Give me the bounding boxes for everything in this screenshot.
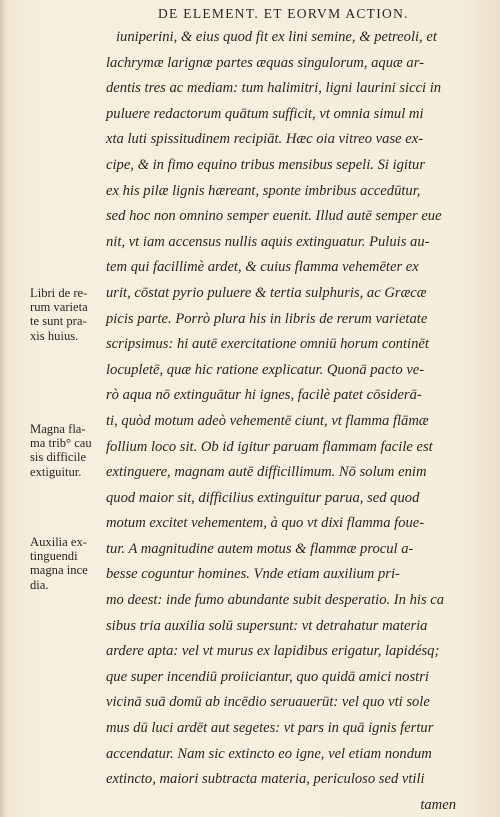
text-line-21: tur. A magnitudine autem motus & flammæ procul a- [106, 540, 414, 557]
gutter-shadow [0, 0, 6, 817]
margin-note-line: Magna fla- [30, 422, 86, 436]
text-line-20: motum excitet vehementem, à quo vt dixi flamma foue- [106, 515, 425, 532]
text-line-8: sed hoc non omnino semper euenit. Illud autē semper eue [106, 208, 442, 225]
margin-note-auxilia [30, 535, 104, 592]
text-line-16: ti, quòd motum adeò vehementē ciunt, vt flamma flāmæ [106, 412, 429, 429]
text-line-11: urit, cōstat pyrio puluere & tertia sulphuris, ac Græcæ [106, 284, 427, 301]
text-line-25: ardere apta: vel vt murus ex lapidibus erigatur, lapidésq; [106, 643, 440, 660]
text-line-23: mo deest: inde fumo abundante subit desperatio. In his ca [106, 592, 445, 609]
margin-note-line: tinguendi [30, 549, 78, 564]
margin-note-line: Libri de re- [30, 286, 88, 300]
text-line-30: extincto, maiori subtracta materia, periculoso sed vtili [106, 771, 425, 788]
text-line-4: puluere redactorum quātum sufficit, vt omnia simul mi [106, 105, 424, 122]
text-line-28: mus dū luci ardēt aut segetes: vt pars in quā ignis fertur [106, 720, 434, 737]
text-line-2: lachrymæ larignæ partes æquas singulorum, aquæ ar- [106, 54, 424, 71]
text-line-22: besse coguntur homines. Vnde etiam auxilium pri- [106, 566, 400, 583]
text-line-19: quod maior sit, difficilius extinguitur parua, sed quod [106, 489, 420, 506]
text-line-26: que super incendiū proiiciantur, quo quidā amici nostri [106, 668, 429, 685]
text-line-9: nit, vt iam accensus nullis aquis extinguatur. Puluis au- [106, 233, 430, 250]
text-line-29: accendatur. Nam sic extincto eo igne, vel etiam nondum [106, 745, 432, 762]
margin-note-line: sis difficile [30, 450, 87, 465]
margin-note-line: extiguitur. [30, 464, 82, 479]
text-line-6: cipe, & in fimo equino tribus mensibus sepeli. Si igitur [106, 156, 426, 173]
margin-note-line: xis huius. [30, 328, 79, 343]
margin-note-libri [30, 286, 104, 343]
main-text-block [106, 25, 486, 817]
running-head: DE ELEMENT. ET EORVM ACTION. [158, 6, 409, 21]
text-line-18: extinguere, magnam autē difficillimum. Nō solum enim [106, 464, 427, 481]
margin-note-line: magna ince [30, 563, 88, 578]
text-line-5: xta luti spissitudinem recipiāt. Hæc oia vitreo vase ex- [106, 131, 424, 148]
text-line-13: scripsimus: hi autē exercitatione omniū horum continēt [106, 336, 429, 353]
margin-note-line: rum varieta [30, 300, 88, 315]
text-line-24: sibus tria auxilia solū supersunt: vt detrahatur materia [106, 617, 428, 634]
text-line-1: iuniperini, & eius quod fit ex lini semine, & petreoli, et [116, 29, 437, 45]
text-line-12: picis parte. Porrò plura his in libris de rerum varietate [106, 310, 428, 327]
margin-note-line: Auxilia ex- [30, 535, 88, 549]
margin-note-magna-flama [30, 422, 104, 479]
margin-note-line: dia. [30, 577, 49, 592]
catchword: tamen [420, 796, 456, 813]
text-line-27: vicinā suā domū ab incēdio seruauerūt: vel quo vti sole [106, 694, 430, 711]
text-line-10: tem qui facillimè ardet, & cuius flamma vehemēter ex [106, 259, 419, 276]
text-line-15: rò aqua nō extinguātur hi ignes, facilè patet cōsiderā- [106, 387, 422, 404]
margin-note-line: ma trib° cau [30, 436, 92, 451]
text-line-14: locupletē, quæ hic ratione explicatur. Quonā pacto ve- [106, 361, 425, 378]
margin-note-line: te sunt pra- [30, 314, 87, 329]
text-line-3: dentis tres ac mediam: tum halimitri, ligni laurini sicci in [106, 80, 442, 97]
text-line-7: ex his pilæ lignis hæreant, sponte imbribus accedūtur, [106, 182, 421, 199]
text-line-17: follium loco sit. Ob id igitur paruam flammam facile est [106, 438, 433, 455]
